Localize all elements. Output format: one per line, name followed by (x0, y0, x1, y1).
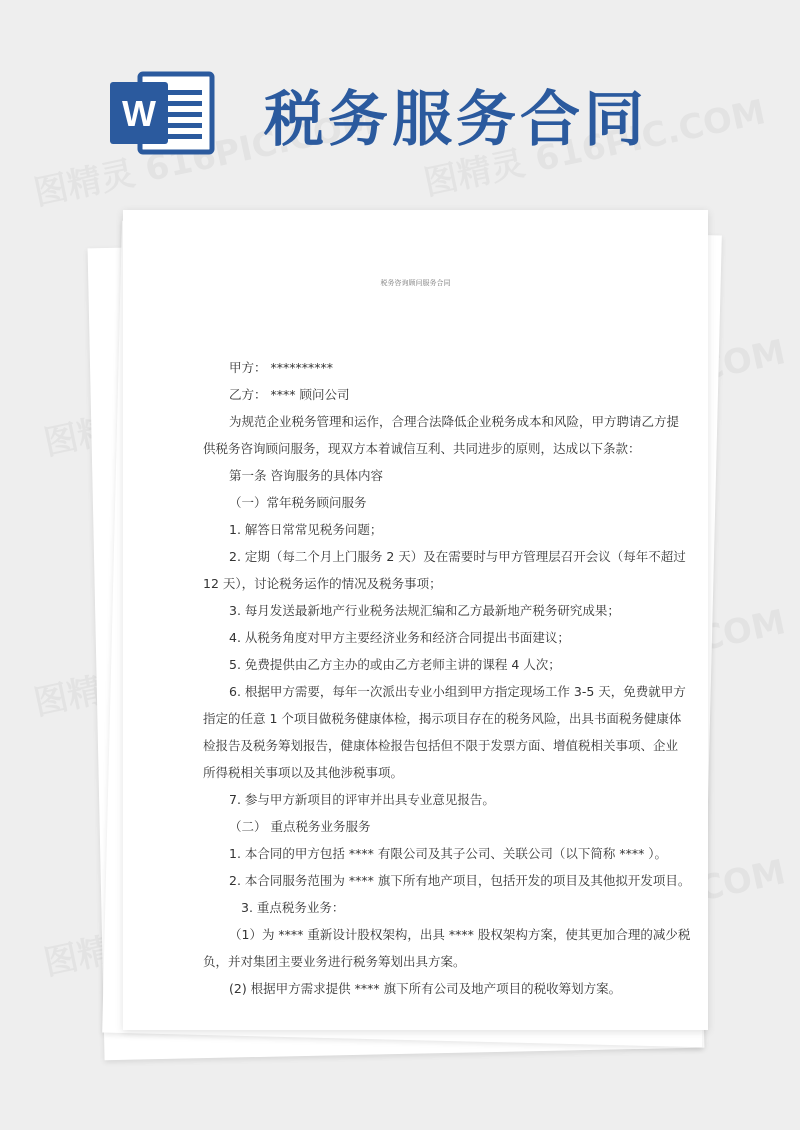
page-title: 税务服务合同 (264, 85, 648, 155)
list-item: 4. 从税务角度对甲方主要经济业务和经济合同提出书面建议； (229, 630, 570, 645)
running-header: 税务咨询顾问服务合同 (380, 279, 451, 287)
article-heading: 第一条 咨询服务的具体内容 (229, 468, 383, 483)
list-item: 3. 每月发送最新地产行业税务法规汇编和乙方最新地产税务研究成果； (229, 603, 620, 618)
section-heading: （一）常年税务顾问服务 (229, 495, 367, 510)
list-item-continuation: 所得税相关事项以及其他涉税事项。 (203, 765, 404, 780)
list-item: 1. 解答日常常见税务问题； (229, 522, 383, 537)
list-item-continuation: 检报告及税务筹划报告，健康体检报告包括但不限于发票方面、增值税相关事项、企业 (203, 738, 679, 753)
list-item-continuation: 指定的任意 1 个项目做税务健康体检，揭示项目存在的税务风险，出具书面税务健康体 (203, 711, 682, 726)
paragraph-line: 供税务咨询顾问服务，现双方本着诚信互利、共同进步的原则，达成以下条款： (203, 441, 641, 456)
list-item: 5. 免费提供由乙方主办的或由乙方老师主讲的课程 4 人次； (229, 657, 561, 672)
sub-item-continuation: 负，并对集团主要业务进行税务筹划出具方案。 (203, 954, 466, 969)
section-heading: （二） 重点税务业务服务 (229, 819, 371, 834)
sub-item: （1）为 **** 重新设计股权架构，出具 **** 股权架构方案，使其更加合理的减少税 (229, 927, 691, 942)
document-page (123, 210, 708, 1030)
paragraph-line: 为规范企业税务管理和运作，合理合法降低企业税务成本和风险，甲方聘请乙方提 (229, 414, 680, 429)
party-a-line: 甲方： ********** (229, 360, 333, 375)
list-item-continuation: 12 天），讨论税务运作的情况及税务事项； (203, 576, 442, 591)
party-b-line: 乙方： **** 顾问公司 (229, 387, 350, 402)
sub-item: (2) 根据甲方需求提供 **** 旗下所有公司及地产项目的税收筹划方案。 (229, 981, 622, 996)
word-document-icon (108, 68, 220, 158)
list-item: 7. 参与甲方新项目的评审并出具专业意见报告。 (229, 792, 495, 807)
list-item: 3. 重点税务业务： (241, 900, 345, 915)
document-body (123, 210, 708, 1030)
list-item: 2. 定期（每二个月上门服务 2 天）及在需要时与甲方管理层召开会议（每年不超过 (229, 549, 686, 564)
list-item: 2. 本合同服务范围为 **** 旗下所有地产项目，包括开发的项目及其他拟开发项目。 (229, 873, 691, 888)
list-item: 1. 本合同的甲方包括 **** 有限公司及其子公司、关联公司（以下简称 **** ）。 (229, 846, 668, 861)
logo-letter: W (122, 93, 156, 134)
list-item: 6. 根据甲方需要，每年一次派出专业小组到甲方指定现场工作 3-5 天，免费就甲方 (229, 684, 686, 699)
